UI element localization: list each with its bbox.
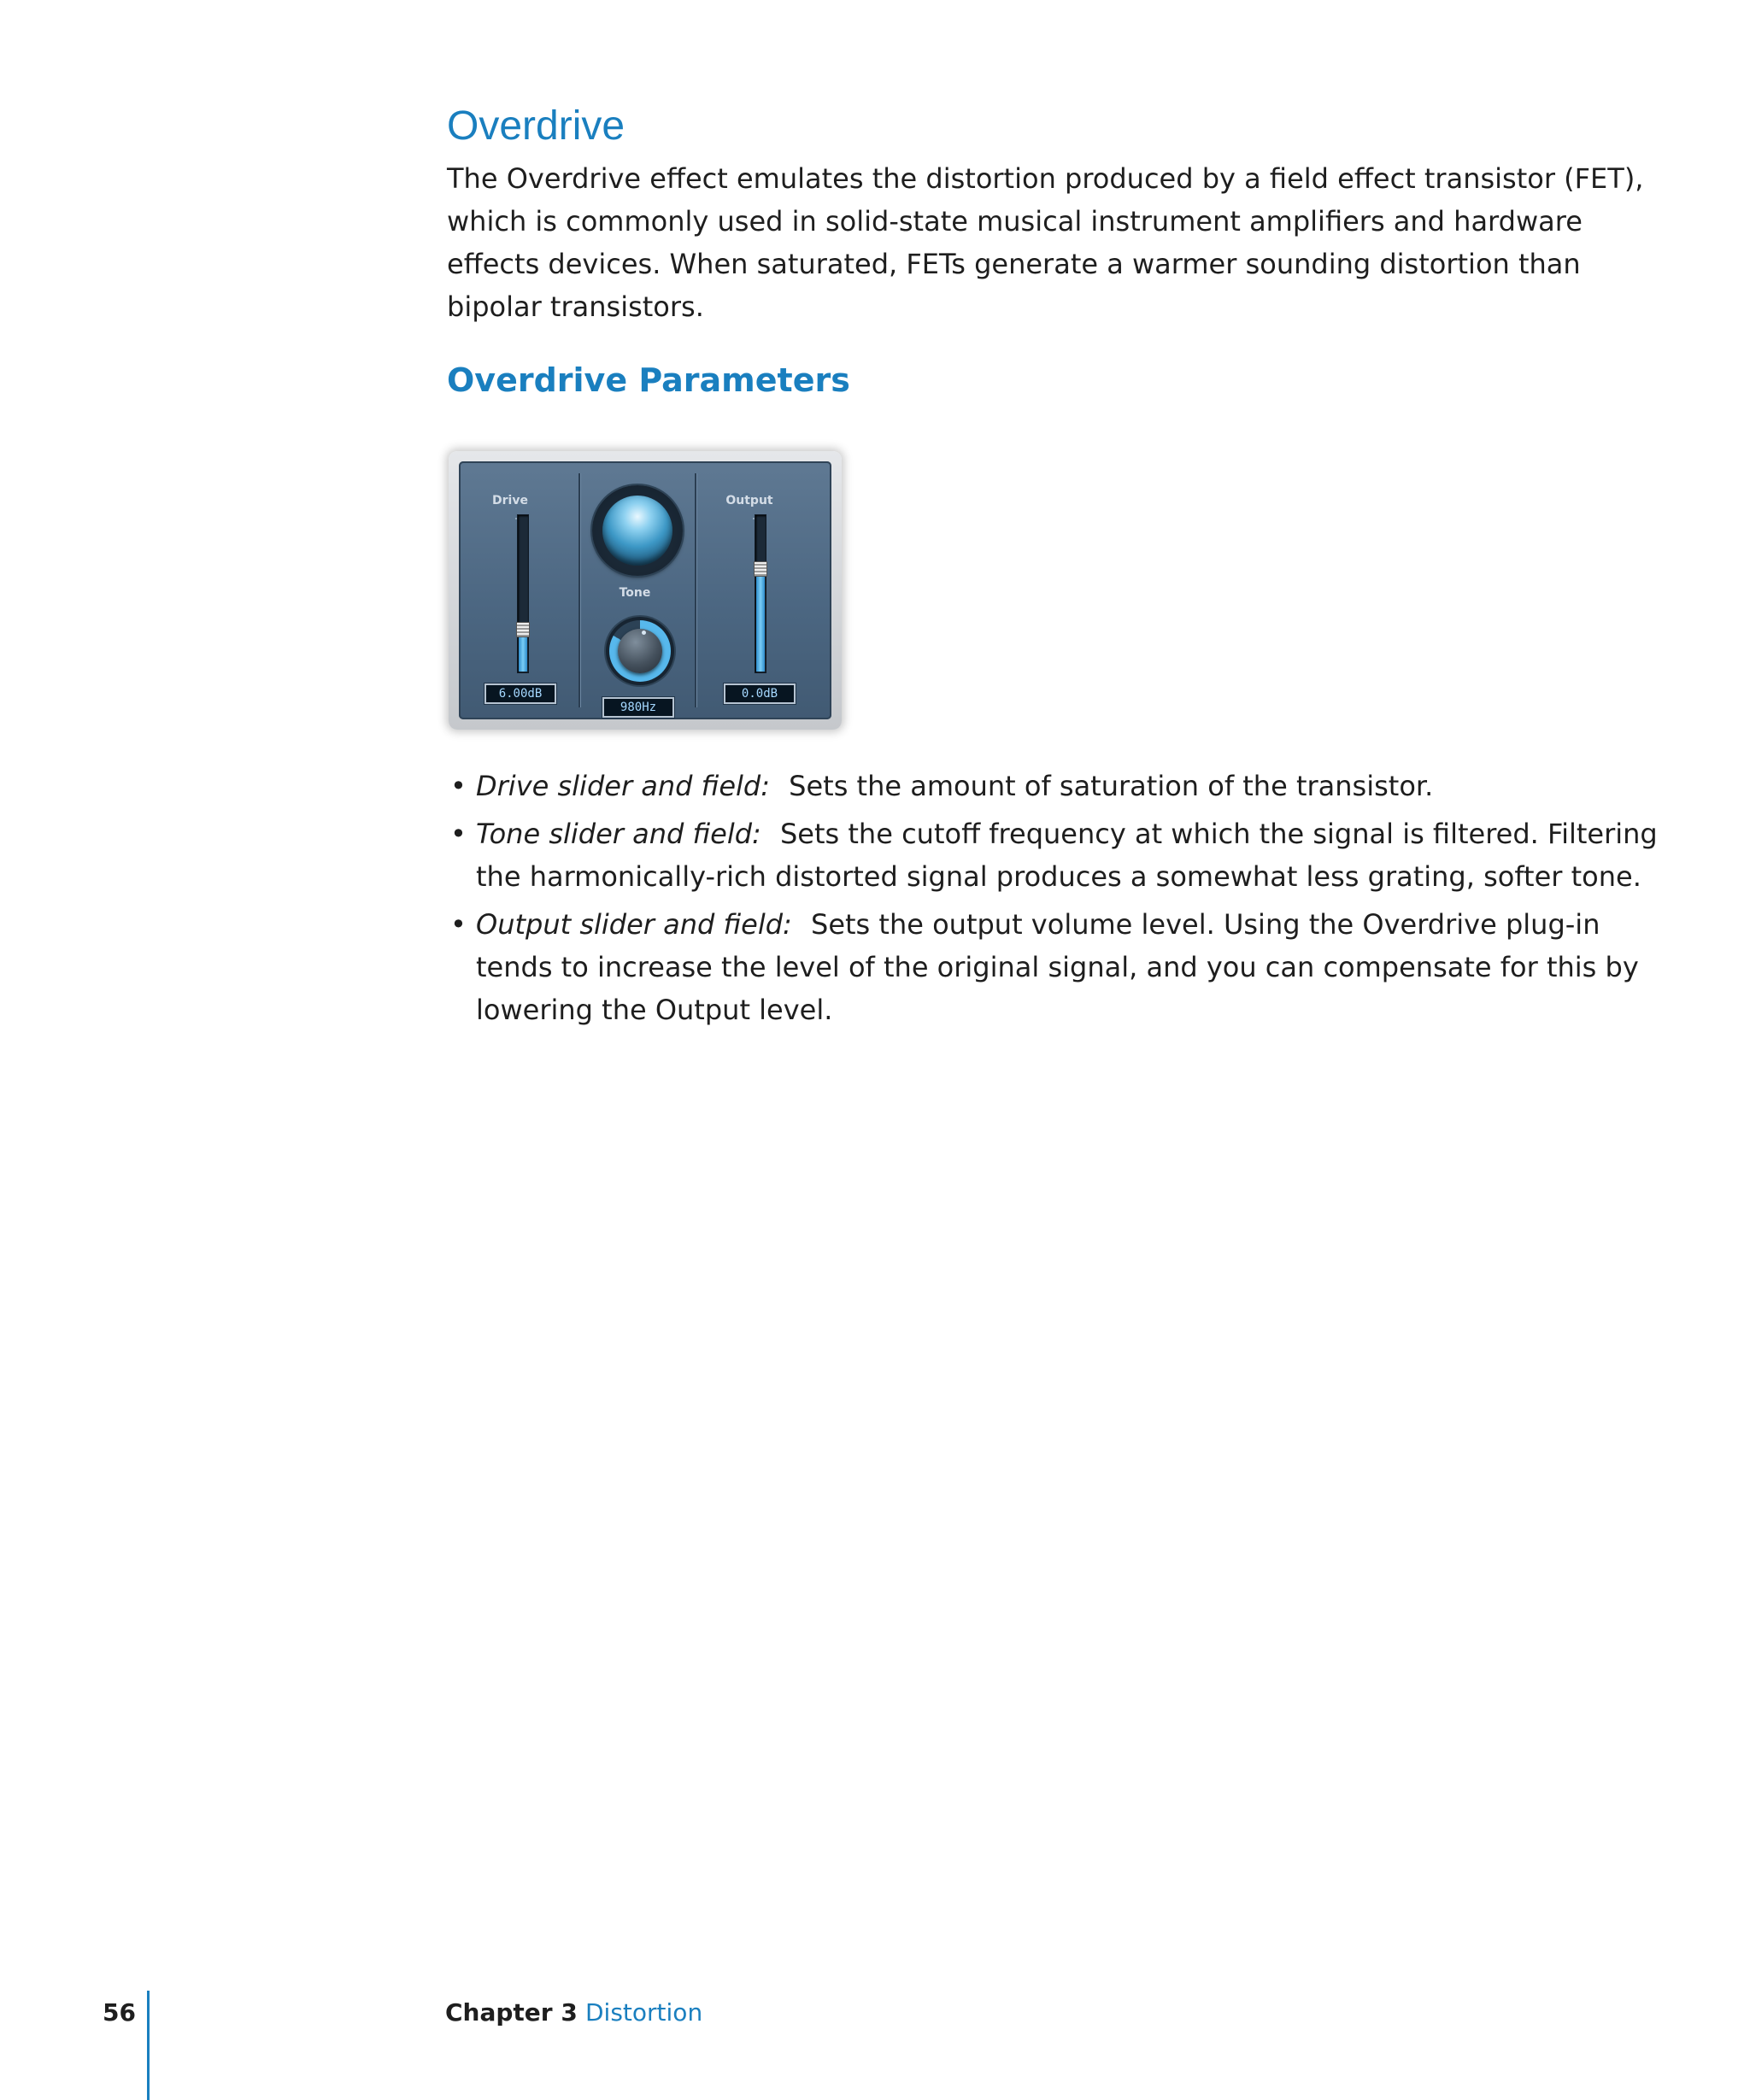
param-item-tone xyxy=(447,812,1660,898)
overdrive-plugin-screenshot xyxy=(449,451,842,730)
output-slider-handle[interactable] xyxy=(754,561,767,577)
output-slider[interactable] xyxy=(755,514,766,673)
output-value-field[interactable]: 0.0dB xyxy=(724,683,796,704)
param-description: Sets the amount of saturation of the transistor. xyxy=(789,770,1434,802)
drive-slider-handle[interactable] xyxy=(516,622,530,637)
drive-label: Drive xyxy=(492,494,528,507)
footer-chapter-label: Chapter 3 xyxy=(445,1998,578,2027)
page-number: 56 xyxy=(103,1998,136,2027)
panel-divider-left xyxy=(578,473,580,707)
drive-value-field[interactable]: 6.00dB xyxy=(484,683,556,704)
footer-rule xyxy=(147,1991,150,2100)
tone-value-field[interactable]: 980Hz xyxy=(602,697,674,718)
tone-display-knob[interactable] xyxy=(592,485,683,576)
tone-display-glow xyxy=(602,496,672,566)
tone-knob-cap xyxy=(618,629,662,673)
footer-chapter-name: Distortion xyxy=(585,1998,703,2027)
param-term: Tone slider and field: xyxy=(476,818,761,850)
param-item-output xyxy=(447,903,1660,1031)
tone-knob-indicator xyxy=(642,631,646,635)
param-description: Sets the output volume level. Using the Overdrive plug-in tends to increase the level of the original signal, and you can compensate for this by lowering the Output level. xyxy=(476,908,1639,1026)
bullet-icon: • xyxy=(450,818,467,850)
bullet-icon: • xyxy=(450,908,467,941)
panel-divider-right xyxy=(695,473,696,707)
overdrive-plugin-panel xyxy=(459,461,831,719)
param-term: Drive slider and field: xyxy=(476,770,770,802)
intro-paragraph: The Overdrive effect emulates the distortion produced by a field effect transistor (FET), which is commonly used in solid-state musical instrument amplifiers and hardware effects devices. When saturated, FETs generate a warmer sounding distortion than bipolar transistors. xyxy=(447,162,1644,323)
parameter-list xyxy=(447,765,1660,1036)
output-label: Output xyxy=(725,494,773,507)
drive-slider[interactable] xyxy=(517,514,529,673)
bullet-icon: • xyxy=(450,770,467,802)
output-slider-fill xyxy=(756,569,765,672)
section-heading: Overdrive Parameters xyxy=(447,361,850,399)
param-term: Output slider and field: xyxy=(476,908,792,941)
tone-label: Tone xyxy=(619,586,651,600)
page-title: Overdrive xyxy=(447,103,625,149)
param-description: Sets the cutoff frequency at which the signal is filtered. Filtering the harmonically-rich distorted signal produces a somewhat less grating, softer tone. xyxy=(476,818,1658,893)
tone-knob[interactable] xyxy=(606,617,674,685)
param-item-drive xyxy=(447,765,1660,807)
